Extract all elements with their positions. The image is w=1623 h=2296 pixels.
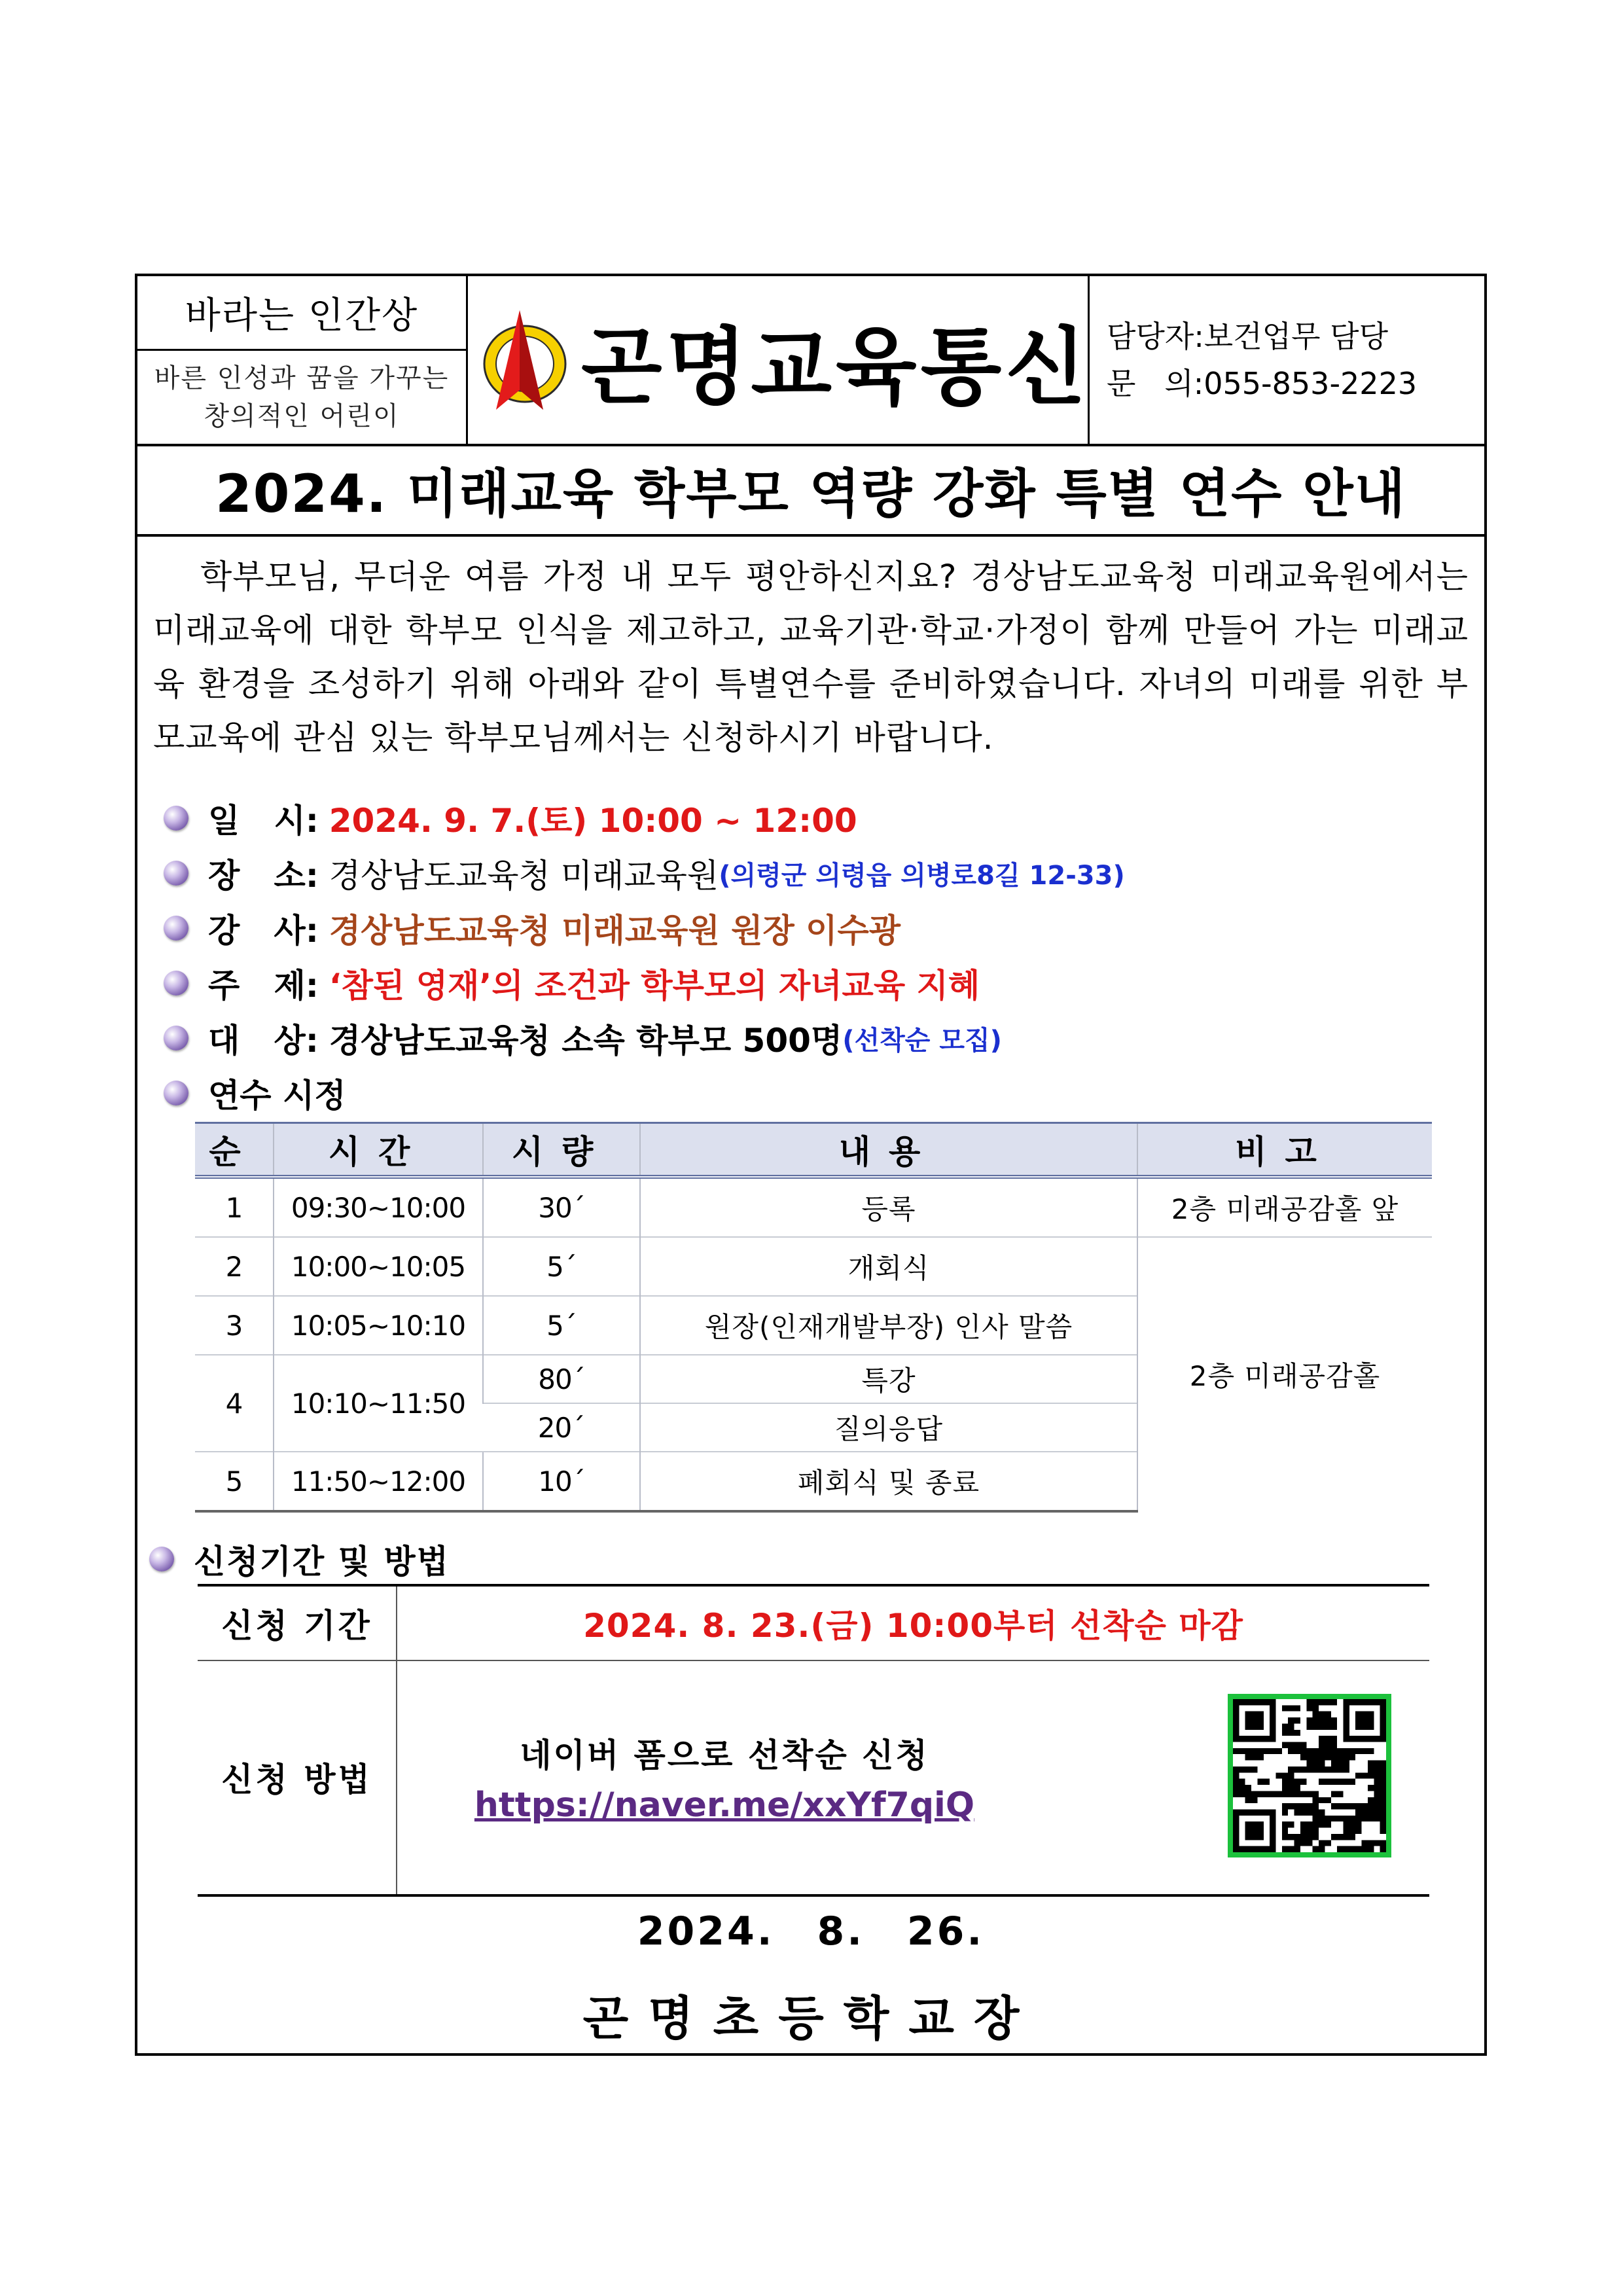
cell-no: 4 (195, 1355, 274, 1452)
cell-content: 개회식 (640, 1237, 1137, 1296)
speaker-value: 경상남도교육청 미래교육원 원장 이수광 (329, 912, 901, 950)
qr-code-icon[interactable] (1228, 1694, 1391, 1857)
cell-no: 5 (195, 1452, 274, 1511)
place-label: 장 소: (208, 857, 319, 895)
cell-content: 질의응답 (640, 1403, 1137, 1452)
info-place (164, 846, 1125, 901)
date-label: 일 시: (208, 802, 319, 840)
purple-bullet-icon (164, 1081, 188, 1105)
col-header-no: 순 (195, 1123, 274, 1177)
cell-time: 10:10~11:50 (274, 1355, 483, 1452)
cell-time: 10:00~10:05 (274, 1237, 483, 1296)
vision-box (137, 276, 468, 444)
cell-duration: 30´ (483, 1177, 640, 1237)
target-value: 경상남도교육청 소속 학부모 500명 (329, 1022, 843, 1060)
newsletter-brand (468, 276, 1096, 444)
purple-bullet-icon (164, 861, 188, 886)
schedule-header-row (195, 1123, 1432, 1177)
cell-time: 09:30~10:00 (274, 1177, 483, 1237)
contact-phone-label: 문 의 (1107, 366, 1194, 401)
table-row (195, 1177, 1432, 1237)
cell-no: 1 (195, 1177, 274, 1237)
cell-note: 2층 미래공감홀 앞 (1137, 1177, 1432, 1237)
schedule-label: 연수 시정 (208, 1077, 346, 1115)
apply-section-heading (149, 1535, 450, 1583)
method-label: 신청 방법 (198, 1660, 397, 1894)
place-value: 경상남도교육청 미래교육원 (329, 857, 719, 895)
info-speaker (164, 901, 901, 956)
col-header-duration: 시량 (483, 1123, 640, 1177)
place-address: (의령군 의령읍 의병로8길 12-33) (719, 860, 1125, 891)
notice-title: 2024. 미래교육 학부모 역량 강화 특별 연수 안내 (137, 444, 1484, 537)
period-label: 신청 기간 (198, 1587, 397, 1660)
topic-label: 주 제: (208, 967, 319, 1005)
principal-signature: 곤명초등학교장 (582, 1991, 1039, 2046)
purple-bullet-icon (164, 916, 188, 941)
info-date (164, 791, 857, 846)
intro-paragraph: 학부모님, 무더운 여름 가정 내 모두 평안하신지요? 경상남도교육청 미래교육원에서는 미래교육에 대한 학부모 인식을 제고하고, 교육기관·학교·가정이 함께 만들어 가는 미래교육 환경을 조성하기 위해 아래와 같이 특별연수를 준비하였습니다. 자녀의 미래를 위한 부모교육에 관심 있는 학부모님께서는 신청하시기 바랍니다. (153, 558, 1469, 757)
newsletter-title: 곤명교육통신 (581, 319, 1090, 416)
purple-bullet-icon (164, 1026, 188, 1050)
cell-content: 등록 (640, 1177, 1137, 1237)
purple-bullet-icon (149, 1547, 174, 1571)
issue-date: 2024. 8. 26. (637, 1909, 985, 1954)
contact-phone-row (1107, 360, 1484, 407)
header (137, 276, 1484, 446)
info-topic (164, 956, 980, 1011)
apply-section-label: 신청기간 및 방법 (194, 1543, 450, 1581)
col-header-content: 내용 (640, 1123, 1137, 1177)
newsletter-frame (135, 274, 1487, 2056)
cell-note-merged: 2층 미래공감홀 (1137, 1237, 1432, 1511)
cell-content: 특강 (640, 1355, 1137, 1403)
cell-content: 폐회식 및 종료 (640, 1452, 1137, 1511)
contact-person: :보건업무 담당 (1194, 319, 1389, 354)
school-logo-icon (474, 308, 572, 412)
vision-title: 바라는 인간상 (137, 276, 466, 351)
period-value: 2024. 8. 23.(금) 10:00부터 선착순 마감 (583, 1607, 1243, 1645)
vision-line-2: 창의적인 어린이 (204, 401, 400, 431)
info-target (164, 1011, 1002, 1066)
contact-person-label: 담당자 (1107, 319, 1194, 354)
method-value: 네이버 폼으로 선착순 신청 (520, 1736, 929, 1774)
col-header-note: 비고 (1137, 1123, 1432, 1177)
col-header-time: 시간 (274, 1123, 483, 1177)
info-schedule (164, 1066, 346, 1121)
target-note: (선착순 모집) (842, 1025, 1002, 1056)
cell-duration: 10´ (483, 1452, 640, 1511)
vision-line-1: 바른 인성과 꿈을 가꾸는 (154, 363, 450, 393)
table-row (195, 1237, 1432, 1296)
cell-time: 11:50~12:00 (274, 1452, 483, 1511)
cell-duration: 20´ (483, 1403, 640, 1452)
cell-duration: 80´ (483, 1355, 640, 1403)
apply-link[interactable]: https://naver.me/xxYf7qiQ (474, 1785, 975, 1825)
cell-no: 3 (195, 1296, 274, 1355)
purple-bullet-icon (164, 971, 188, 996)
schedule-table (195, 1122, 1432, 1513)
cell-no: 2 (195, 1237, 274, 1296)
cell-content: 원장(인재개발부장) 인사 말씀 (640, 1296, 1137, 1355)
cell-duration: 5´ (483, 1237, 640, 1296)
target-label: 대 상: (208, 1022, 319, 1060)
date-value: 2024. 9. 7.(토) 10:00 ~ 12:00 (329, 802, 857, 840)
method-cell (397, 1660, 1052, 1894)
purple-bullet-icon (164, 806, 188, 831)
contact-phone: :055-853-2223 (1193, 366, 1418, 401)
cell-duration: 5´ (483, 1296, 640, 1355)
speaker-label: 강 사: (208, 912, 319, 950)
topic-value: ‘참된 영재’의 조건과 학부모의 자녀교육 지혜 (329, 967, 980, 1005)
contact-box (1088, 276, 1484, 444)
contact-person-row (1107, 313, 1484, 360)
apply-table (198, 1584, 1429, 1897)
cell-time: 10:05~10:10 (274, 1296, 483, 1355)
vision-description (137, 351, 466, 444)
